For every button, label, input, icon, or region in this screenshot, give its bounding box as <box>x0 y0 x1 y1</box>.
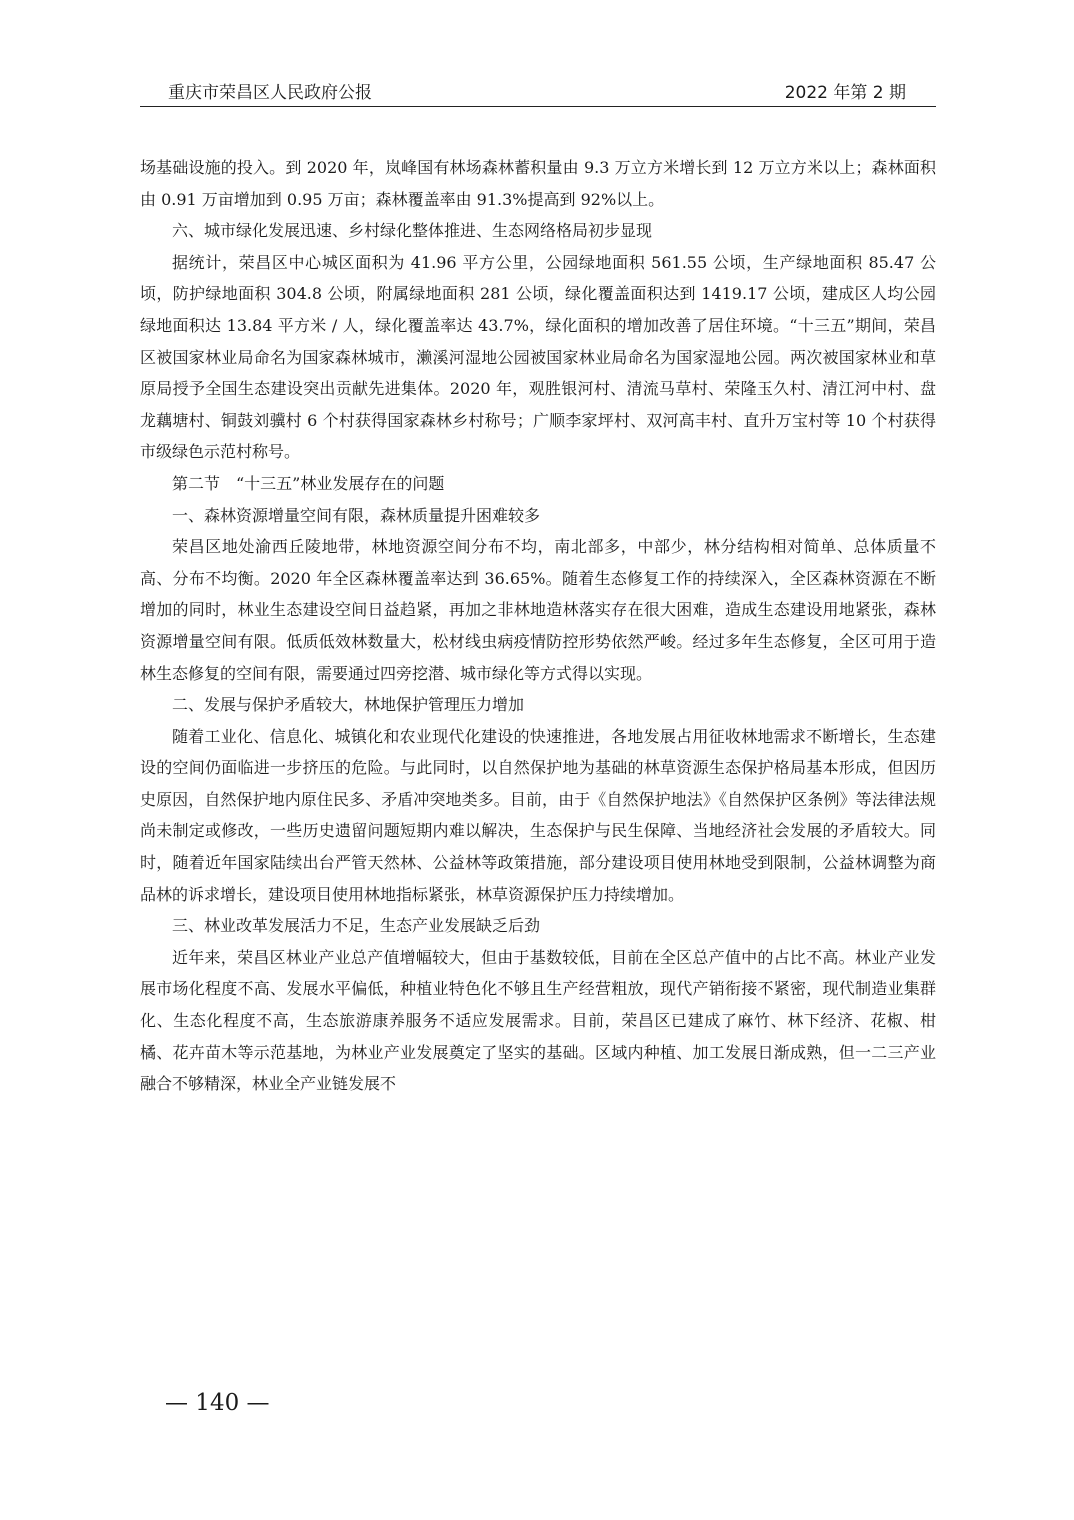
paragraph-forest-resources: 荣昌区地处渝西丘陵地带，林地资源空间分布不均，南北部多，中部少，林分结构相对简单、总体质量不高、分布不均衡。2020 年全区森林覆盖率达到 36.65%。随着生态修复工作的持续深入，全区森林资源在不断增加的同时，林业生态建设空间日益趋紧，再加之非林地造林落实存在很大困难，造成生态建设用地紧张，森林资源增量空间有限。低质低效林数量大，松材线虫病疫情防控形势依然严峻。经过多年生态修复，全区可用于造林生态修复的空间有限，需要通过四旁挖潜、城市绿化等方式得以实现。 <box>140 537 936 683</box>
publication-title: 重庆市荣昌区人民政府公报 <box>168 83 372 103</box>
document-body <box>140 152 936 1100</box>
paragraph-forestry-reform: 近年来，荣昌区林业产业总产值增幅较大，但由于基数较低，目前在全区总产值中的占比不高。林业产业发展市场化程度不高、发展水平偏低，种植业特色化不够且生产经营粗放，现代产销衔接不紧密，现代制造业集群化、生态化程度不高，生态旅游康养服务不适应发展需求。目前，荣昌区已建成了麻竹、林下经济、花椒、柑橘、花卉苗木等示范基地，为林业产业发展奠定了坚实的基础。区域内种植、加工发展日渐成熟，但一二三产业融合不够精深，林业全产业链发展不 <box>140 947 936 1094</box>
page-number: — 140 — <box>165 1390 270 1416</box>
paragraph-development-protection: 随着工业化、信息化、城镇化和农业现代化建设的快速推进，各地发展占用征收林地需求不断增长，生态建设的空间仍面临进一步挤压的危险。与此同时，以自然保护地为基础的林草资源生态保护格局基本形成，但因历史原因，自然保护地内原住民多、矛盾冲突地类多。目前，由于《自然保护地法》《自然保护区条例》等法律法规尚未制定或修改，一些历史遗留问题短期内难以解决，生态保护与民生保障、当地经济社会发展的矛盾较大。同时，随着近年国家陆续出台严管天然林、公益林等政策措施，部分建设项目使用林地受到限制，公益林调整为商品林的诉求增长，建设项目使用林地指标紧张，林草资源保护压力持续增加。 <box>140 726 936 904</box>
paragraph-1: 场基础设施的投入。到 2020 年，岚峰国有林场森林蓄积量由 9.3 万立方米增长到 12 万立方米以上；森林面积由 0.91 万亩增加到 0.95 万亩；森林覆盖率由 91.3%提高到 92%以上。 <box>140 158 936 209</box>
section-heading-1: 一、森林资源增量空间有限，森林质量提升困难较多 <box>172 505 541 525</box>
section-heading-2: 二、发展与保护矛盾较大，林地保护管理压力增加 <box>172 695 525 715</box>
issue-number: 2022 年第 2 期 <box>784 83 906 103</box>
page-header <box>140 76 936 107</box>
section-heading-6: 六、城市绿化发展迅速、乡村绿化整体推进、生态网络格局初步显现 <box>172 221 653 241</box>
paragraph-statistics: 据统计，荣昌区中心城区面积为 41.96 平方公里，公园绿地面积 561.55 公顷，生产绿地面积 85.47 公顷，防护绿地面积 304.8 公顷，附属绿地面积 281 公顷，绿化覆盖面积达到 1419.17 公顷，建成区人均公园绿地面积达 13.84 平方米 / 人，绿化覆盖率达 43.7%，绿化面积的增加改善了居住环境。“十三五”期间，荣昌区被国家林业局命名为国家森林城市，濑溪河湿地公园被国家林业局命名为国家湿地公园。两次被国家林业和草原局授予全国生态建设突出贡献先进集体。2020 年，观胜银河村、清流马草村、荣隆玉久村、清江河中村、盘龙藕塘村、铜鼓刘骥村 6 个村获得国家森林乡村称号；广顺李家坪村、双河高丰村、直升万宝村等 10 个村获得市级绿色示范村称号。 <box>140 252 936 462</box>
section-heading-3: 三、林业改革发展活力不足，生态产业发展缺乏后劲 <box>172 916 541 936</box>
chapter-heading-section-2: 第二节 “十三五”林业发展存在的问题 <box>172 473 445 493</box>
